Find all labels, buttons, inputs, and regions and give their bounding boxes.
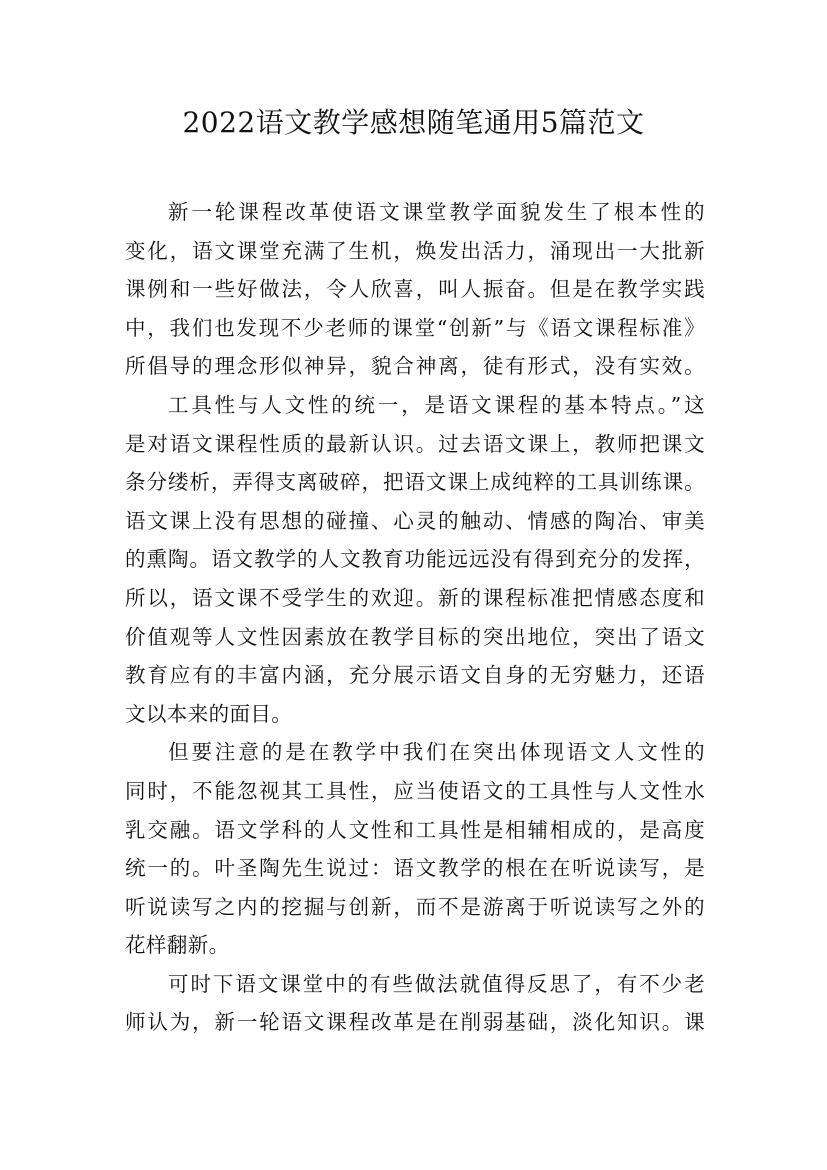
paragraph-line: 文以本来的面目。 — [125, 701, 293, 726]
paragraph-line: 是对语文课程性质的最新认识。过去语文课上，教师把课文 — [125, 431, 705, 456]
document-body — [125, 193, 705, 1042]
paragraph-line: 但要注意的是在教学中我们在突出体现语文人文性的 — [168, 740, 705, 765]
paragraph-line: 可时下语文课堂中的有些做法就值得反思了，有不少老 — [168, 971, 705, 996]
paragraph-line: 乳交融。语文学科的人文性和工具性是相辅相成的，是高度 — [125, 817, 705, 842]
paragraph-line: 课例和一些好做法，令人欣喜，叫人振奋。但是在教学实践 — [125, 277, 705, 302]
paragraph-line: 所倡导的理念形似神异，貌合神离，徒有形式，没有实效。 — [125, 354, 705, 379]
paragraph-line: 变化，语文课堂充满了生机，焕发出活力，涌现出一大批新 — [125, 238, 705, 263]
paragraph-line: 师认为，新一轮语文课程改革是在削弱基础，淡化知识。课 — [125, 1010, 705, 1035]
paragraph-line: 听说读写之内的挖掘与创新，而不是游离于听说读写之外的 — [125, 894, 705, 919]
paragraph-line: 价值观等人文性因素放在教学目标的突出地位，突出了语文 — [125, 624, 705, 649]
paragraph-line: 工具性与人文性的统一，是语文课程的基本特点。”这 — [168, 392, 705, 417]
paragraph-line: 教育应有的丰富内涵，充分展示语文自身的无穷魅力，还语 — [125, 663, 705, 688]
paragraph-line: 条分缕析，弄得支离破碎，把语文课上成纯粹的工具训练课。 — [125, 470, 705, 495]
paragraph-line: 同时，不能忽视其工具性，应当使语文的工具性与人文性水 — [125, 778, 705, 803]
document-title: 2022语文教学感想随笔通用5篇范文 — [182, 106, 645, 139]
paragraph-line: 统一的。叶圣陶先生说过：语文教学的根在在听说读写，是 — [125, 856, 705, 881]
paragraph-line: 中，我们也发现不少老师的课堂“创新”与《语文课程标准》 — [125, 315, 705, 340]
paragraph-line: 花样翻新。 — [125, 933, 230, 958]
paragraph-line: 的熏陶。语文教学的人文教育功能远远没有得到充分的发挥， — [125, 547, 705, 572]
paragraph-line: 语文课上没有思想的碰撞、心灵的触动、情感的陶冶、审美 — [125, 508, 705, 533]
paragraph-line: 所以，语文课不受学生的欢迎。新的课程标准把情感态度和 — [125, 585, 705, 610]
paragraph-line: 新一轮课程改革使语文课堂教学面貌发生了根本性的 — [168, 200, 705, 224]
